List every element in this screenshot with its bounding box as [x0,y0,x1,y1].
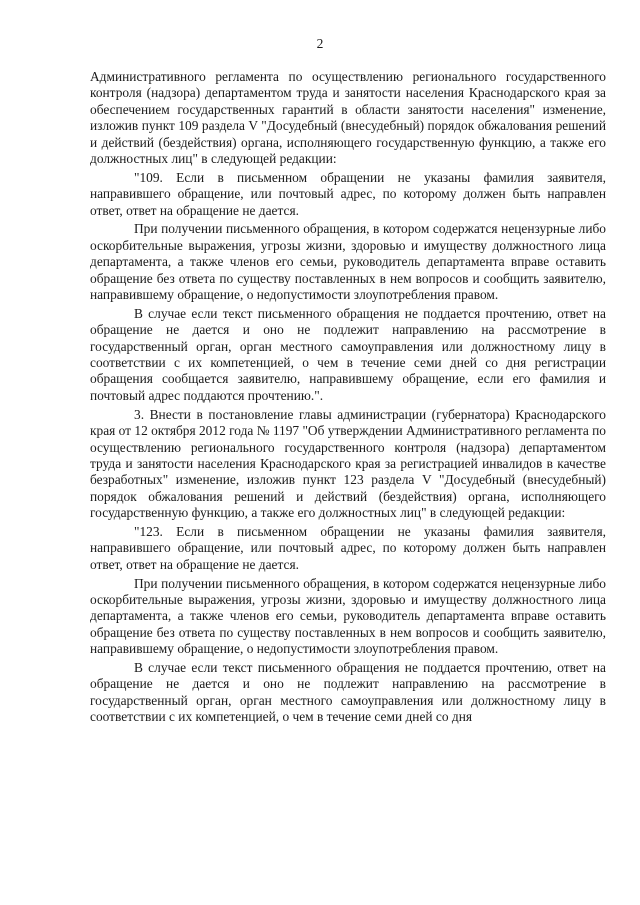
paragraph-section-3: 3. Внести в постановление главы администрации (губернатора) Краснодарского края от 12 октября 2012 года № 1197 "Об утверждении Административного регламента по осуществлению регионального государственного контроля (надзора) департаментом труда и занятости населения Краснодарского края за регистрацией инвалидов в качестве безработных" изменение, изложив пункт 123 раздела V "Досудебный (внесудебный) порядок обжалования решений и действий (бездействия) органа, исполняющего государственную функцию, а также его должностных лиц" в следующей редакции: [90,406,606,521]
paragraph-item-123: "123. Если в письменном обращении не указаны фамилия заявителя, направившего обращение, или почтовый адрес, по которому должен быть направлен ответ, ответ на обращение не дается. [90,523,606,572]
document-body [90,69,606,728]
page-number: 2 [316,36,324,51]
paragraph-unreadable-text-rule-2: В случае если текст письменного обращения не поддается прочтению, ответ на обращение не дается и оно не подлежит направлению на рассмотрение в государственный орган, орган местного самоуправления или должностному лицу в соответствии с их компетенцией, о чем в течение семи дней со дня [90,659,606,725]
paragraph-obscene-content-rule: При получении письменного обращения, в котором содержатся нецензурные либо оскорбительные выражения, угрозы жизни, здоровью и имуществу должностного лица департамента, а также членов его семьи, руководитель департамента вправе оставить обращение без ответа по существу поставленных в нем вопросов и сообщить заявителю, направившему обращение, о недопустимости злоупотребления правом. [90,221,606,303]
paragraph-unreadable-text-rule: В случае если текст письменного обращения не поддается прочтению, ответ на обращение не дается и оно не подлежит направлению на рассмотрение в государственный орган, орган местного самоуправления или должностному лицу в соответствии с их компетенцией, о чем в течение семи дней со дня регистрации обращения сообщается заявителю, направившему обращение, если его фамилия и почтовый адрес поддаются прочтению.". [90,305,606,403]
paragraph-item-109: "109. Если в письменном обращении не указаны фамилия заявителя, направившего обращение, или почтовый адрес, по которому должен быть направлен ответ, ответ на обращение не дается. [90,169,606,218]
paragraph-obscene-content-rule-2: При получении письменного обращения, в котором содержатся нецензурные либо оскорбительные выражения, угрозы жизни, здоровью и имуществу должностного лица департамента, а также членов его семьи, руководитель департамента вправе оставить обращение без ответа по существу поставленных в нем вопросов и сообщить заявителю, направившему обращение, о недопустимости злоупотребления правом. [90,575,606,657]
paragraph-regulation-title-continuation: Административного регламента по осуществлению регионального государственного контроля (надзора) департаментом труда и занятости населения Краснодарского края за обеспечением государственных гарантий в области занятости населения" изменение, изложив пункт 109 раздела V "Досудебный (внесудебный) порядок обжалования решений и действий (бездействия) органа, исполняющего государственную функцию, а также его должностных лиц" в следующей редакции: [90,69,606,167]
